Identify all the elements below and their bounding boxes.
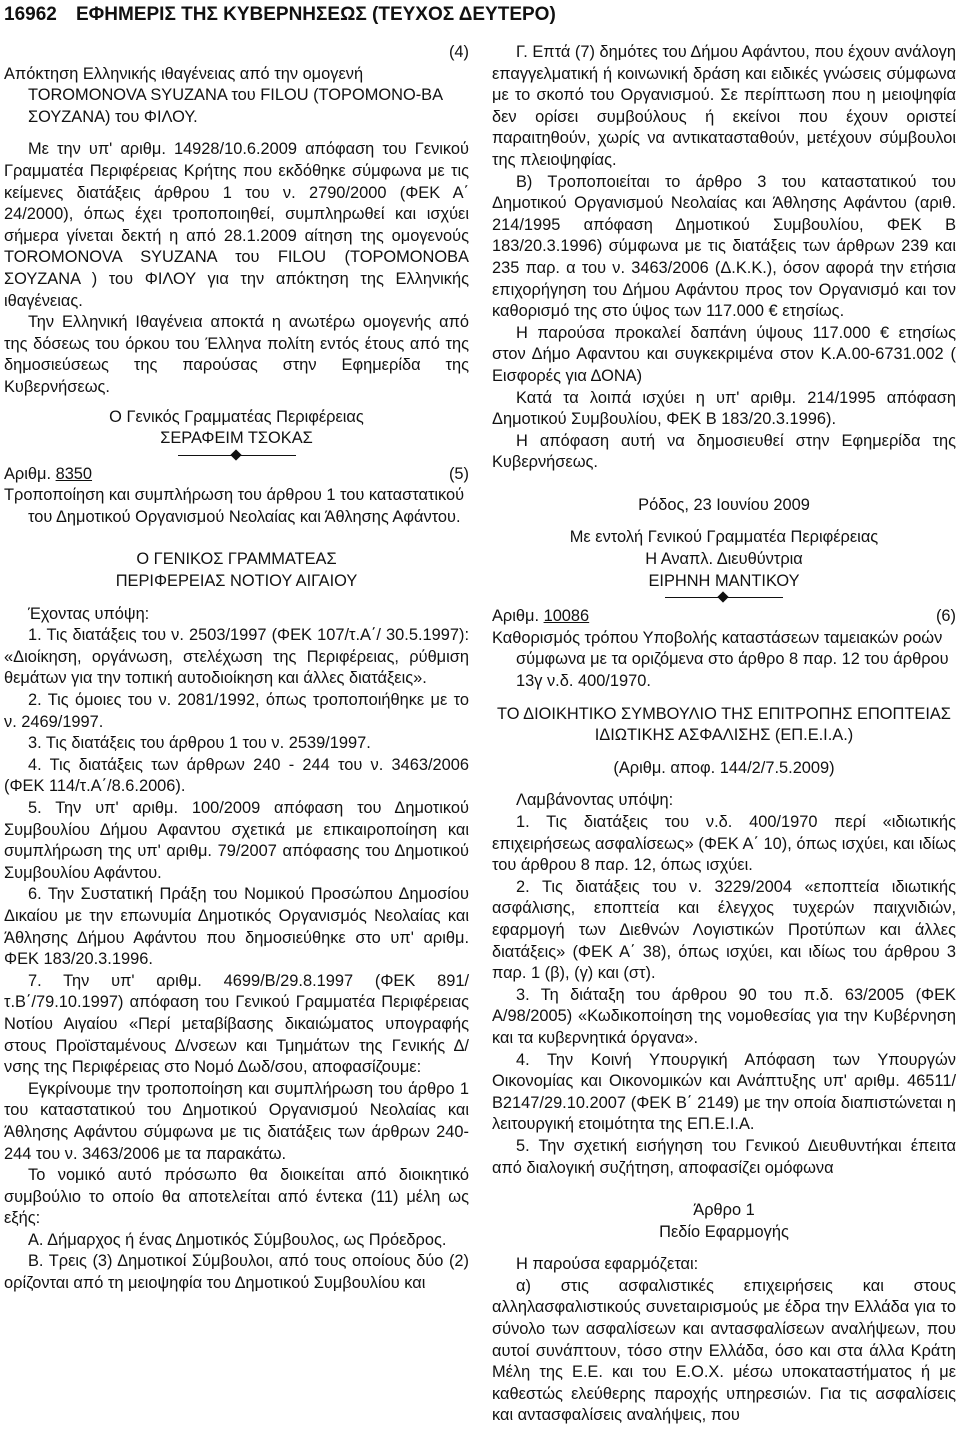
decision-6-item: 2. Τις διατάξεις του ν. 3229/2004 «εποπτεία ιδιωτικής ασφάλισης, εποπτεία και έλεγχος τυχερών παιχνιδιών, εφαρμογή των Διεθνών Λογιστικών Προτύπων και άλλες διατάξεις» (ΦΕΚ Α΄ 38), όπως ισχύει, και ιδίως του άρθρου 3 παρ. 1 (β), (γ) και (στ).	[492, 877, 956, 983]
decision-5-deputy: Η Αναπλ. Διευθύντρια	[645, 550, 803, 569]
decision-5-authority: Ο ΓΕΝΙΚΟΣ ΓΡΑΜΜΑΤΕΑΣ	[136, 550, 337, 569]
decision-6-number: (6)	[935, 607, 956, 626]
decision-5-member-c: Γ. Επτά (7) δημότες του Δήμου Αφάντου, που έχουν ανάλογη επαγγελματική ή κοινωνική δράση και ειδικές γνώσεις σύμφωνα με το σκοπό του Οργανισμού. Σε περίπτωση που η μειοψηφία δεν ορίσει συμβούλους ή εκείνοι που έχουν οριστεί παραιτηθούν, χωρίς να αντικατασταθούν, μετέχουν σύμβουλοι της πλειοψηφίας.	[492, 43, 956, 169]
decision-6-item: 5. Την σχετική εισήγηση του Γενικού Διευθυντήκαι έπειτα από διαλογική συζήτηση, αποφασίζει ομόφωνα	[492, 1136, 956, 1177]
decision-4-title: Απόκτηση Ελληνικής ιθαγένειας από την ομογενή TOROMONOVA SYUZANA του FILOU (ΤΟΡΟΜΟΝΟ-ΒΑ ΣΟΥΖΑΝΑ) του ΦΙΛΟΥ.	[4, 64, 443, 126]
decision-5-item: 4. Τις διατάξεις των άρθρων 240 - 244 του ν. 3463/2006 (ΦΕΚ 114/τ.Α΄/8.6.2006).	[4, 755, 469, 796]
decision-5-place-date: Ρόδος, 23 Ιουνίου 2009	[638, 495, 810, 514]
decision-6-item: 1. Τις διατάξεις του ν.δ. 400/1970 περί «ιδιωτικής επιχειρήσεως ασφαλίσεως» (ΦΕΚ Α΄ 10), όπως ισχύει, και ιδίως του άρθρου 8 παρ. 12, όπως ισχύει.	[492, 813, 956, 875]
decision-5-item: 6. Την Συστατική Πράξη του Νομικού Προσώπου Δημοσίου Δικαίου με την επωνυμία Δημοτικός Οργανισμός Νεολαίας και Άθλησης Δήμου Αφάντου που δημοσιεύθηκε στο υπ' αριθμ. ΦΕΚ 183/20.3.1996.	[4, 885, 469, 969]
decision-5-authority-region: ΠΕΡΙΦΕΡΕΙΑΣ ΝΟΤΙΟΥ ΑΙΓΑΙΟΥ	[115, 572, 358, 591]
decision-5-item: 7. Την υπ' αριθμ. 4699/Β/29.8.1997 (ΦΕΚ 891/τ.Β΄/79.10.1997) απόφαση του Γενικού Γραμματέα Περιφέρειας Νοτίου Αιγαίου «Περί μεταβίβασης δικαιώματος υπογραφής στους Προϊσταμένους Δ/νσεων και Τμημάτων της Γενικής Δ/νσης της Περιφέρειας στο Νομό Δωδ/σου, αποφασίζουμε:	[4, 971, 469, 1077]
decision-5-number-row	[4, 464, 469, 486]
decision-6-item: 4. Την Κοινή Υπουργική Απόφαση των Υπουργών Οικονομίας και Οικονομικών και Ανάπτυξης υπ' αριθμ. 46511/Β2147/29.10.2007 (ΦΕΚ Β΄ 2149) με την οποία διαπιστώνεται η λειτουργική ετοιμότητα της ΕΠ.Ε.Ι.Α.	[492, 1050, 956, 1134]
decision-6-arith-number: 10086	[543, 607, 590, 626]
decision-6-title: Καθορισμός τρόπου Υποβολής καταστάσεων ταμειακών ροών σύμφωνα με τα οριζόμενα στο άρθρο 8 παρ. 12 του άρθρου 13γ ν.δ. 400/1970.	[492, 628, 949, 691]
decision-5-title: Τροποποίηση και συμπλήρωση του άρθρου 1 του καταστατικού του Δημοτικού Οργανισμού Νεολαίας και Άθλησης Αφάντου.	[4, 486, 465, 526]
decision-6-arith-label: Αριθμ.	[492, 607, 540, 626]
section-separator	[665, 592, 783, 604]
decision-5-arith-number: 8350	[55, 464, 93, 483]
decision-5-item: 2. Τις όμοιες του ν. 2081/1992, όπως τροποποιήθηκε με το ν. 2469/1997.	[4, 691, 469, 731]
decision-5-item: 1. Τις διατάξεις του ν. 2503/1997 (ΦΕΚ 107/τ.Α΄/ 30.5.1997): «Διοίκηση, οργάνωση, στελέχωση της Περιφέρειας, ρύθμιση θεμάτων για την τοπική αυτοδιοίκηση και άλλες διατάξεις».	[4, 626, 469, 688]
decision-5-approval: Εγκρίνουμε την τροποποίηση και συμπλήρωση του άρθρο 1 του καταστατικού του Δημοτικού Οργανισμού Νεολαίας και Άθλησης Αφάντου σύμφωνα με τις διατάξεις των άρθρων 240-244 του ν. 3463/2006 με τα παρακάτω.	[4, 1079, 469, 1163]
page-number: 16962	[4, 4, 57, 25]
decision-6-clause-a: α) στις ασφαλιστικές επιχειρήσεις και στους αλληλασφαλιστικούς συνεταιρισμούς με έδρα την Ελλάδα για το σύνολο των ασφαλίσεων και αντασφαλίσεων αναλήψεων, που αυτοί συνάπτουν, τόσο στην Ελλάδα, όσο και στα άλλα Κράτη Μέλη της Ε.Ε. και του Ε.Ο.Χ. μέσω υποκαταστήματος ή με καθεστώς ελεύθερης παροχής υπηρεσιών. Για τις ασφαλίσεις και αντασφαλίσεις αναλήψεις, που	[492, 1276, 956, 1425]
page-header	[4, 2, 956, 30]
decision-5-arith-label: Αριθμ.	[4, 464, 52, 483]
decision-4-signatory-role: Ο Γενικός Γραμματέας Περιφέρειας	[109, 407, 364, 426]
decision-6-number-row	[492, 606, 956, 628]
decision-5-article-3: Β) Τροποποιείται το άρθρο 3 του καταστατικού του Δημοτικού Οργανισμού Νεολαίας και Άθλησης Αφάντου (αριθ. 214/1995 απόφαση Δημοτικού Συμβουλίου, ΦΕΚ Β 183/20.3.1996) σύμφωνα με τις διατάξεις των άρθρων 239 και 235 παρ. α του ν. 3463/2006 (Δ.Κ.Κ.), όσον αφορά την ετήσια επιχορήγηση του Δήμου Αφάντου προς τον Οργανισμό και τον καθορισμό της στο ύψος των 117.000 € ετησίως.	[492, 172, 956, 321]
decision-6-article-title: Πεδίο Εφαρμογής	[659, 1222, 789, 1241]
decision-4-paragraph: Με την υπ' αριθμ. 14928/10.6.2009 απόφαση του Γενικού Γραμματέα Περιφέρειας Κρήτης που εκδόθηκε σύμφωνα με τις κείμενες διατάξεις άρθρου 1 του ν. 2790/2000 (ΦΕΚ Α΄ 24/2000), όπως έχει τροποποιηθεί, συμπληρωθεί και ισχύει σήμερα γίνεται δεκτή η από 28.1.2009 αίτηση της ομογενούς TOROMONOVA SYUZANA του FILOU (ΤΟΡΟΜΟΝΟΒΑ ΣΟΥΖΑΝΑ ) του ΦΙΛΟΥ για την απόκτηση της Ελληνικής ιθαγένειας.	[4, 140, 469, 310]
decision-6-article-heading: Άρθρο 1	[693, 1201, 755, 1220]
decision-5-cost: Η παρούσα προκαλεί δαπάνη ύψους 117.000 € ετησίως στον Δήμο Αφαντου και συγκεκριμένα στον Κ.Α.00-6731.002 ( Εισφορές για ΔΟΝΑ)	[492, 323, 956, 385]
decision-5-having-regard: Έχοντας υπόψη:	[28, 604, 150, 623]
decision-4-paragraph: Την Ελληνική Ιθαγένεια αποκτά η ανωτέρω ομογενής από της δόσεως του όρκου του Έλληνα πολίτη εντός έτους από της δημοσιεύσεως της παρούσας στην Εφημερίδα της Κυβερνήσεως.	[4, 313, 469, 396]
decision-6-applies: Η παρούσα εφαρμόζεται:	[516, 1255, 699, 1274]
decision-5-remaining: Κατά τα λοιπά ισχύει η υπ' αριθμ. 214/1995 απόφαση Δημοτικού Συμβουλίου, ΦΕΚ Β 183/20.3.1996).	[492, 388, 956, 429]
decision-5-publish: Η απόφαση αυτή να δημοσιευθεί στην Εφημερίδα της Κυβερνήσεως.	[492, 431, 956, 472]
decision-5-body: Το νομικό αυτό πρόσωπο θα διοικείται από διοικητικό συμβούλιο το οποίο θα αποτελείται από έντεκα (11) μέλη ως εξής:	[4, 1166, 469, 1228]
decision-5-member-a: Α. Δήμαρχος ή ένας Δημοτικός Σύμβουλος, ως Πρόεδρος.	[28, 1230, 447, 1249]
decision-5-item: 3. Τις διατάξεις του άρθρου 1 του ν. 2539/1997.	[28, 734, 371, 753]
decision-6-item: 3. Τη διάταξη του άρθρου 90 του π.δ. 63/2005 (ΦΕΚ Α/98/2005) «Κωδικοποίηση της νομοθεσίας για την Κυβέρνηση και τα κυβερνητικά όργανα».	[492, 985, 956, 1047]
decision-5-item: 5. Την υπ' αριθμ. 100/2009 απόφαση του Δημοτικού Συμβουλίου Δήμου Αφαντου σχετικά με επικαιροποίηση και συμπλήρωση της υπ' αριθμ. 79/2007 απόφασης του Δημοτικού Συμβουλίου Αφάντου.	[4, 799, 469, 882]
decision-5-member-b: Β. Τρεις (3) Δημοτικοί Σύμβουλοι, από τους οποίους δύο (2) ορίζονται από τη μειοψηφία του Δημοτικού Συμβουλίου και	[4, 1252, 469, 1293]
decision-5-signatory-name: ΕΙΡΗΝΗ ΜΑΝΤΙΚΟΥ	[648, 571, 800, 590]
left-column	[4, 42, 469, 1295]
decision-6-authority: ΤΟ ΔΙΟΙΚΗΤΙΚΟ ΣΥΜΒΟΥΛΙΟ ΤΗΣ ΕΠΙΤΡΟΠΗΣ ΕΠΟΠΤΕΙΑΣ ΙΔΙΩΤΙΚΗΣ ΑΣΦΑΛΙΣΗΣ (ΕΠ.Ε.Ι.Α.)	[497, 704, 951, 745]
gazette-title: ΕΦΗΜΕΡΙΣ ΤΗΣ ΚΥΒΕΡΝΗΣΕΩΣ (ΤΕΥΧΟΣ ΔΕΥΤΕΡΟ)	[76, 4, 556, 25]
right-column	[492, 42, 956, 1427]
decision-4-number: (4)	[448, 43, 469, 61]
section-separator	[178, 450, 296, 462]
decision-6-taking-into-account: Λαμβάνοντας υπόψη:	[516, 791, 674, 810]
decision-6-decision-number: (Αριθμ. αποφ. 144/2/7.5.2009)	[613, 758, 835, 777]
decision-5-number: (5)	[448, 464, 469, 483]
decision-5-order: Με εντολή Γενικού Γραμματέα Περιφέρειας	[569, 528, 879, 547]
decision-4-signatory-name: ΣΕΡΑΦΕΙΜ ΤΣΟΚΑΣ	[160, 429, 313, 448]
